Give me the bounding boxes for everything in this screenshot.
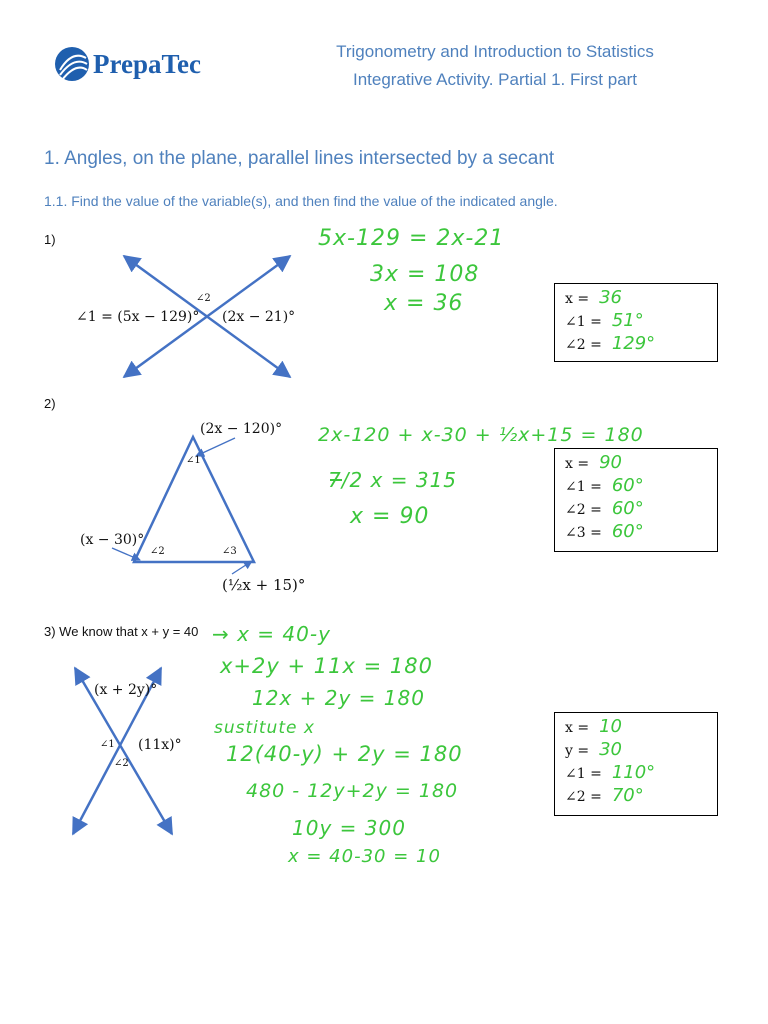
answer-label: x = bbox=[565, 456, 590, 472]
p2-answer-row bbox=[565, 475, 644, 499]
answer-value: 70° bbox=[611, 785, 644, 806]
answer-label: ∠2 = bbox=[565, 502, 602, 518]
p3-answer-row bbox=[565, 716, 622, 740]
answer-value: 60° bbox=[611, 521, 644, 542]
answer-value: 60° bbox=[611, 475, 644, 496]
p3-answer-row bbox=[565, 762, 655, 786]
answer-value: 36 bbox=[599, 287, 622, 308]
answer-label: ∠1 = bbox=[565, 314, 602, 330]
problem3-work-6: 480 - 12y+2y = 180 bbox=[246, 780, 459, 802]
problem3-statement: 3) We know that x + y = 40 bbox=[44, 624, 199, 639]
doc-title: Trigonometry and Introduction to Statistics bbox=[336, 42, 654, 61]
problem1-work-2: 3x = 108 bbox=[370, 262, 480, 287]
p3-answer-row bbox=[565, 785, 644, 809]
problem3-work-8: x = 40-30 = 10 bbox=[288, 846, 441, 867]
problem3-right-label: (11x)° bbox=[138, 737, 182, 753]
logo-text: PrepaTec bbox=[93, 49, 201, 79]
answer-value: 110° bbox=[611, 762, 656, 783]
problem3-angle1: ∠1 bbox=[100, 739, 115, 750]
problem3-top-label: (x + 2y)° bbox=[94, 682, 158, 698]
p2-answer-row bbox=[565, 452, 622, 476]
answer-value: 129° bbox=[611, 333, 656, 354]
p2-answer-row bbox=[565, 498, 644, 522]
section-heading: 1. Angles, on the plane, parallel lines intersected by a secant bbox=[44, 148, 555, 169]
answer-value: 51° bbox=[611, 310, 644, 331]
problem2-left-label: (x − 30)° bbox=[80, 532, 145, 548]
problem1-answer-box bbox=[554, 283, 718, 362]
answer-value: 60° bbox=[611, 498, 644, 519]
answer-label: x = bbox=[565, 291, 590, 307]
problem1-angle2: ∠2 bbox=[196, 293, 211, 304]
problem3-answer-box bbox=[554, 712, 718, 816]
problem1-number: 1) bbox=[44, 232, 56, 247]
answer-label: ∠3 = bbox=[565, 525, 602, 541]
problem2-work-2: 7/2 x = 315 bbox=[328, 468, 458, 492]
problem3-work-2: x+2y + 11x = 180 bbox=[220, 654, 433, 678]
problem3-work-5: 12(40-y) + 2y = 180 bbox=[226, 742, 463, 766]
p1-answer-row bbox=[565, 333, 655, 357]
problem2-top-label: (2x − 120)° bbox=[200, 421, 283, 437]
p1-answer-row bbox=[565, 310, 644, 334]
p2-answer-row bbox=[565, 521, 644, 545]
problem1-work-1: 5x-129 = 2x-21 bbox=[318, 226, 505, 251]
problem3-work-1: → x = 40-y bbox=[212, 622, 331, 646]
problem2-number: 2) bbox=[44, 396, 56, 411]
problem2-work-1: 2x-120 + x-30 + ½x+15 = 180 bbox=[318, 424, 644, 446]
problem2-angle2: ∠2 bbox=[150, 546, 165, 557]
problem2-work-3: x = 90 bbox=[350, 504, 430, 529]
answer-label: ∠1 = bbox=[565, 766, 602, 782]
answer-label: y = bbox=[565, 743, 590, 759]
answer-label: x = bbox=[565, 720, 590, 736]
answer-value: 90 bbox=[599, 452, 622, 473]
problem1-right-label: (2x − 21)° bbox=[222, 309, 296, 325]
problem3-work-7: 10y = 300 bbox=[292, 816, 406, 840]
doc-subtitle: Integrative Activity. Partial 1. First part bbox=[352, 70, 638, 89]
answer-value: 10 bbox=[599, 716, 622, 737]
p1-answer-row bbox=[565, 287, 622, 311]
answer-label: ∠2 = bbox=[565, 789, 602, 805]
answer-label: ∠2 = bbox=[565, 337, 602, 353]
problem2-angle3: ∠3 bbox=[222, 546, 237, 557]
problem1-work-3: x = 36 bbox=[384, 291, 464, 316]
sub-heading: 1.1. Find the value of the variable(s), and then find the value of the indicated angle. bbox=[44, 193, 558, 209]
problem2-answer-box bbox=[554, 448, 718, 552]
answer-value: 30 bbox=[599, 739, 622, 760]
problem2-bottom-label: (½x + 15)° bbox=[222, 576, 306, 594]
problem1-left-label: ∠1 = (5x − 129)° bbox=[76, 309, 200, 325]
prepatec-logo-icon bbox=[55, 47, 89, 81]
answer-label: ∠1 = bbox=[565, 479, 602, 495]
problem3-angle2: ∠2 bbox=[114, 758, 129, 769]
problem3-work-3: 12x + 2y = 180 bbox=[252, 686, 425, 710]
problem3-work-4: sustitute x bbox=[214, 718, 315, 738]
problem2-angle1: ∠1 bbox=[186, 455, 201, 466]
p3-answer-row bbox=[565, 739, 622, 763]
